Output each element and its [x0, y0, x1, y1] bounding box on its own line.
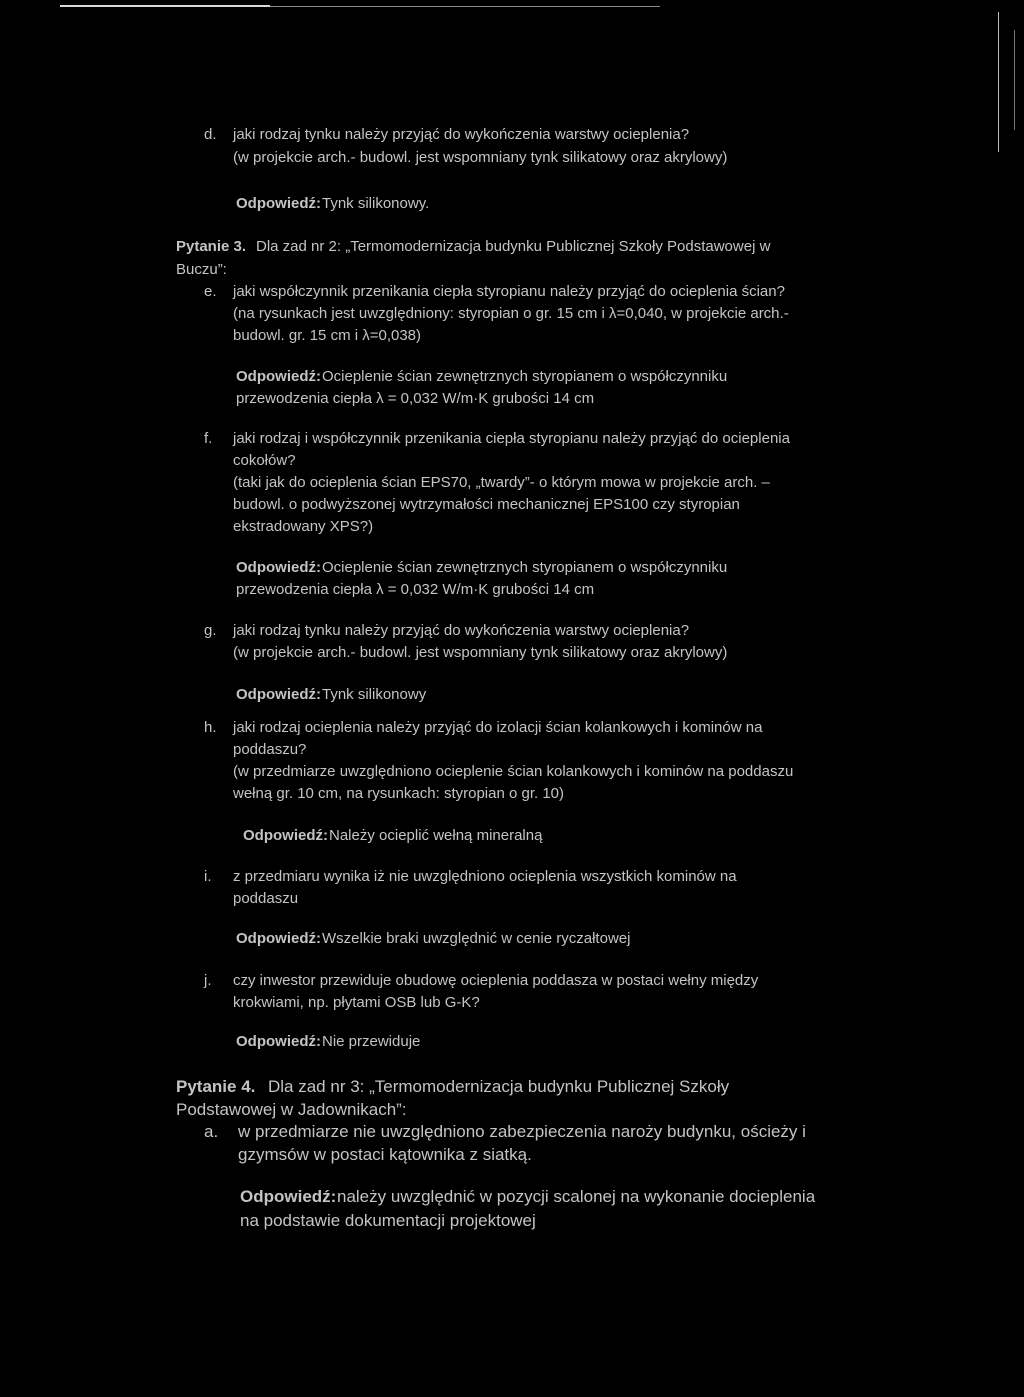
question-label: Pytanie 4. [176, 1077, 256, 1096]
question-text-cont: Podstawowej w Jadownikach”: [176, 1100, 407, 1119]
answer-text: należy uwzględnić w pozycji scalonej na wykonanie docieplenia [337, 1187, 816, 1206]
item-marker: f. [204, 430, 213, 447]
question-note-cont: budowl. gr. 15 cm i λ=0,038) [233, 327, 422, 344]
answer-label: Odpowiedź: [236, 930, 321, 947]
answer-text-cont: na podstawie dokumentacji projektowej [240, 1211, 536, 1230]
answer-label: Odpowiedź: [236, 559, 321, 576]
question-text: w przedmiarze nie uwzględniono zabezpieczenia naroży budynku, ościeży i [238, 1122, 806, 1141]
question-text-cont: poddaszu? [233, 741, 307, 758]
right-scan-line [998, 12, 999, 152]
item-marker: e. [204, 283, 217, 300]
item-marker: h. [204, 719, 217, 736]
question-text: czy inwestor przewiduje obudowę ocieplenia poddasza w postaci wełny między [233, 972, 759, 989]
answer-label: Odpowiedź: [236, 195, 321, 212]
item-marker: j. [204, 972, 212, 989]
question-text-cont: gzymsów w postaci kątownika z siatką. [238, 1145, 532, 1164]
answer-label: Odpowiedź: [236, 1033, 321, 1050]
question-note: (na rysunkach jest uwzględniony: styropian o gr. 15 cm i λ=0,040, w projekcie arch.- [233, 305, 789, 322]
question-text: Dla zad nr 3: „Termomodernizacja budynku Publicznej Szkoły [268, 1077, 730, 1096]
answer-text: Należy ocieplić wełną mineralną [329, 827, 543, 844]
item-marker: g. [204, 622, 217, 639]
question-note-cont: wełną gr. 10 cm, na rysunkach: styropian o gr. 10) [233, 785, 565, 802]
question-text: jaki rodzaj i współczynnik przenikania ciepła styropianu należy przyjąć do ocieplenia [233, 430, 790, 447]
answer-text: Tynk silikonowy [322, 686, 427, 703]
question-text-cont: krokwiami, np. płytami OSB lub G-K? [233, 994, 480, 1011]
question-text: jaki rodzaj tynku należy przyjąć do wykończenia warstwy ocieplenia? [233, 126, 690, 143]
item-marker: i. [204, 868, 212, 885]
question-note: (w projekcie arch.- budowl. jest wspomniany tynk silikatowy oraz akrylowy) [233, 149, 728, 166]
question-text-cont: cokołów? [233, 452, 296, 469]
question-text: z przedmiaru wynika iż nie uwzględniono ocieplenia wszystkich kominów na [233, 868, 737, 885]
answer-text: Ocieplenie ścian zewnętrznych styropianem o współczynniku [322, 368, 728, 385]
question-text: jaki współczynnik przenikania ciepła styropianu należy przyjąć do ocieplenia ścian? [233, 283, 785, 300]
question-label: Pytanie 3. [176, 238, 247, 255]
question-note: (w przedmiarze uwzględniono ocieplenie ścian kolankowych i kominów na poddaszu [233, 763, 794, 780]
question-text: jaki rodzaj ocieplenia należy przyjąć do izolacji ścian kolankowych i kominów na [233, 719, 763, 736]
answer-text: Ocieplenie ścian zewnętrznych styropianem o współczynniku [322, 559, 728, 576]
answer-text-cont: przewodzenia ciepła λ = 0,032 W/m·K grubości 14 cm [236, 390, 595, 407]
question-note: (taki jak do ocieplenia ścian EPS70, „twardy”- o którym mowa w projekcie arch. – [233, 474, 770, 491]
question-text-cont: Buczu”: [176, 261, 227, 278]
item-marker: d. [204, 126, 217, 143]
top-scan-line-thick [60, 5, 270, 7]
answer-text: Tynk silikonowy. [322, 195, 430, 212]
answer-text: Wszelkie braki uwzględnić w cenie ryczałtowej [322, 930, 631, 947]
item-marker: a. [204, 1122, 219, 1141]
question-note-cont: ekstradowany XPS?) [233, 518, 374, 535]
answer-label: Odpowiedź: [240, 1187, 337, 1206]
question-note-cont: budowl. o podwyższonej wytrzymałości mechanicznej EPS100 czy styropian [233, 496, 740, 513]
question-text-cont: poddaszu [233, 890, 299, 907]
answer-text-cont: przewodzenia ciepła λ = 0,032 W/m·K grubości 14 cm [236, 581, 595, 598]
answer-label: Odpowiedź: [243, 827, 328, 844]
answer-label: Odpowiedź: [236, 686, 321, 703]
answer-label: Odpowiedź: [236, 368, 321, 385]
right-scan-line-2 [1014, 30, 1015, 130]
question-note: (w projekcie arch.- budowl. jest wspomniany tynk silikatowy oraz akrylowy) [233, 644, 728, 661]
question-text: Dla zad nr 2: „Termomodernizacja budynku Publicznej Szkoły Podstawowej w [256, 238, 771, 255]
question-text: jaki rodzaj tynku należy przyjąć do wykończenia warstwy ocieplenia? [233, 622, 690, 639]
answer-text: Nie przewiduje [322, 1033, 421, 1050]
